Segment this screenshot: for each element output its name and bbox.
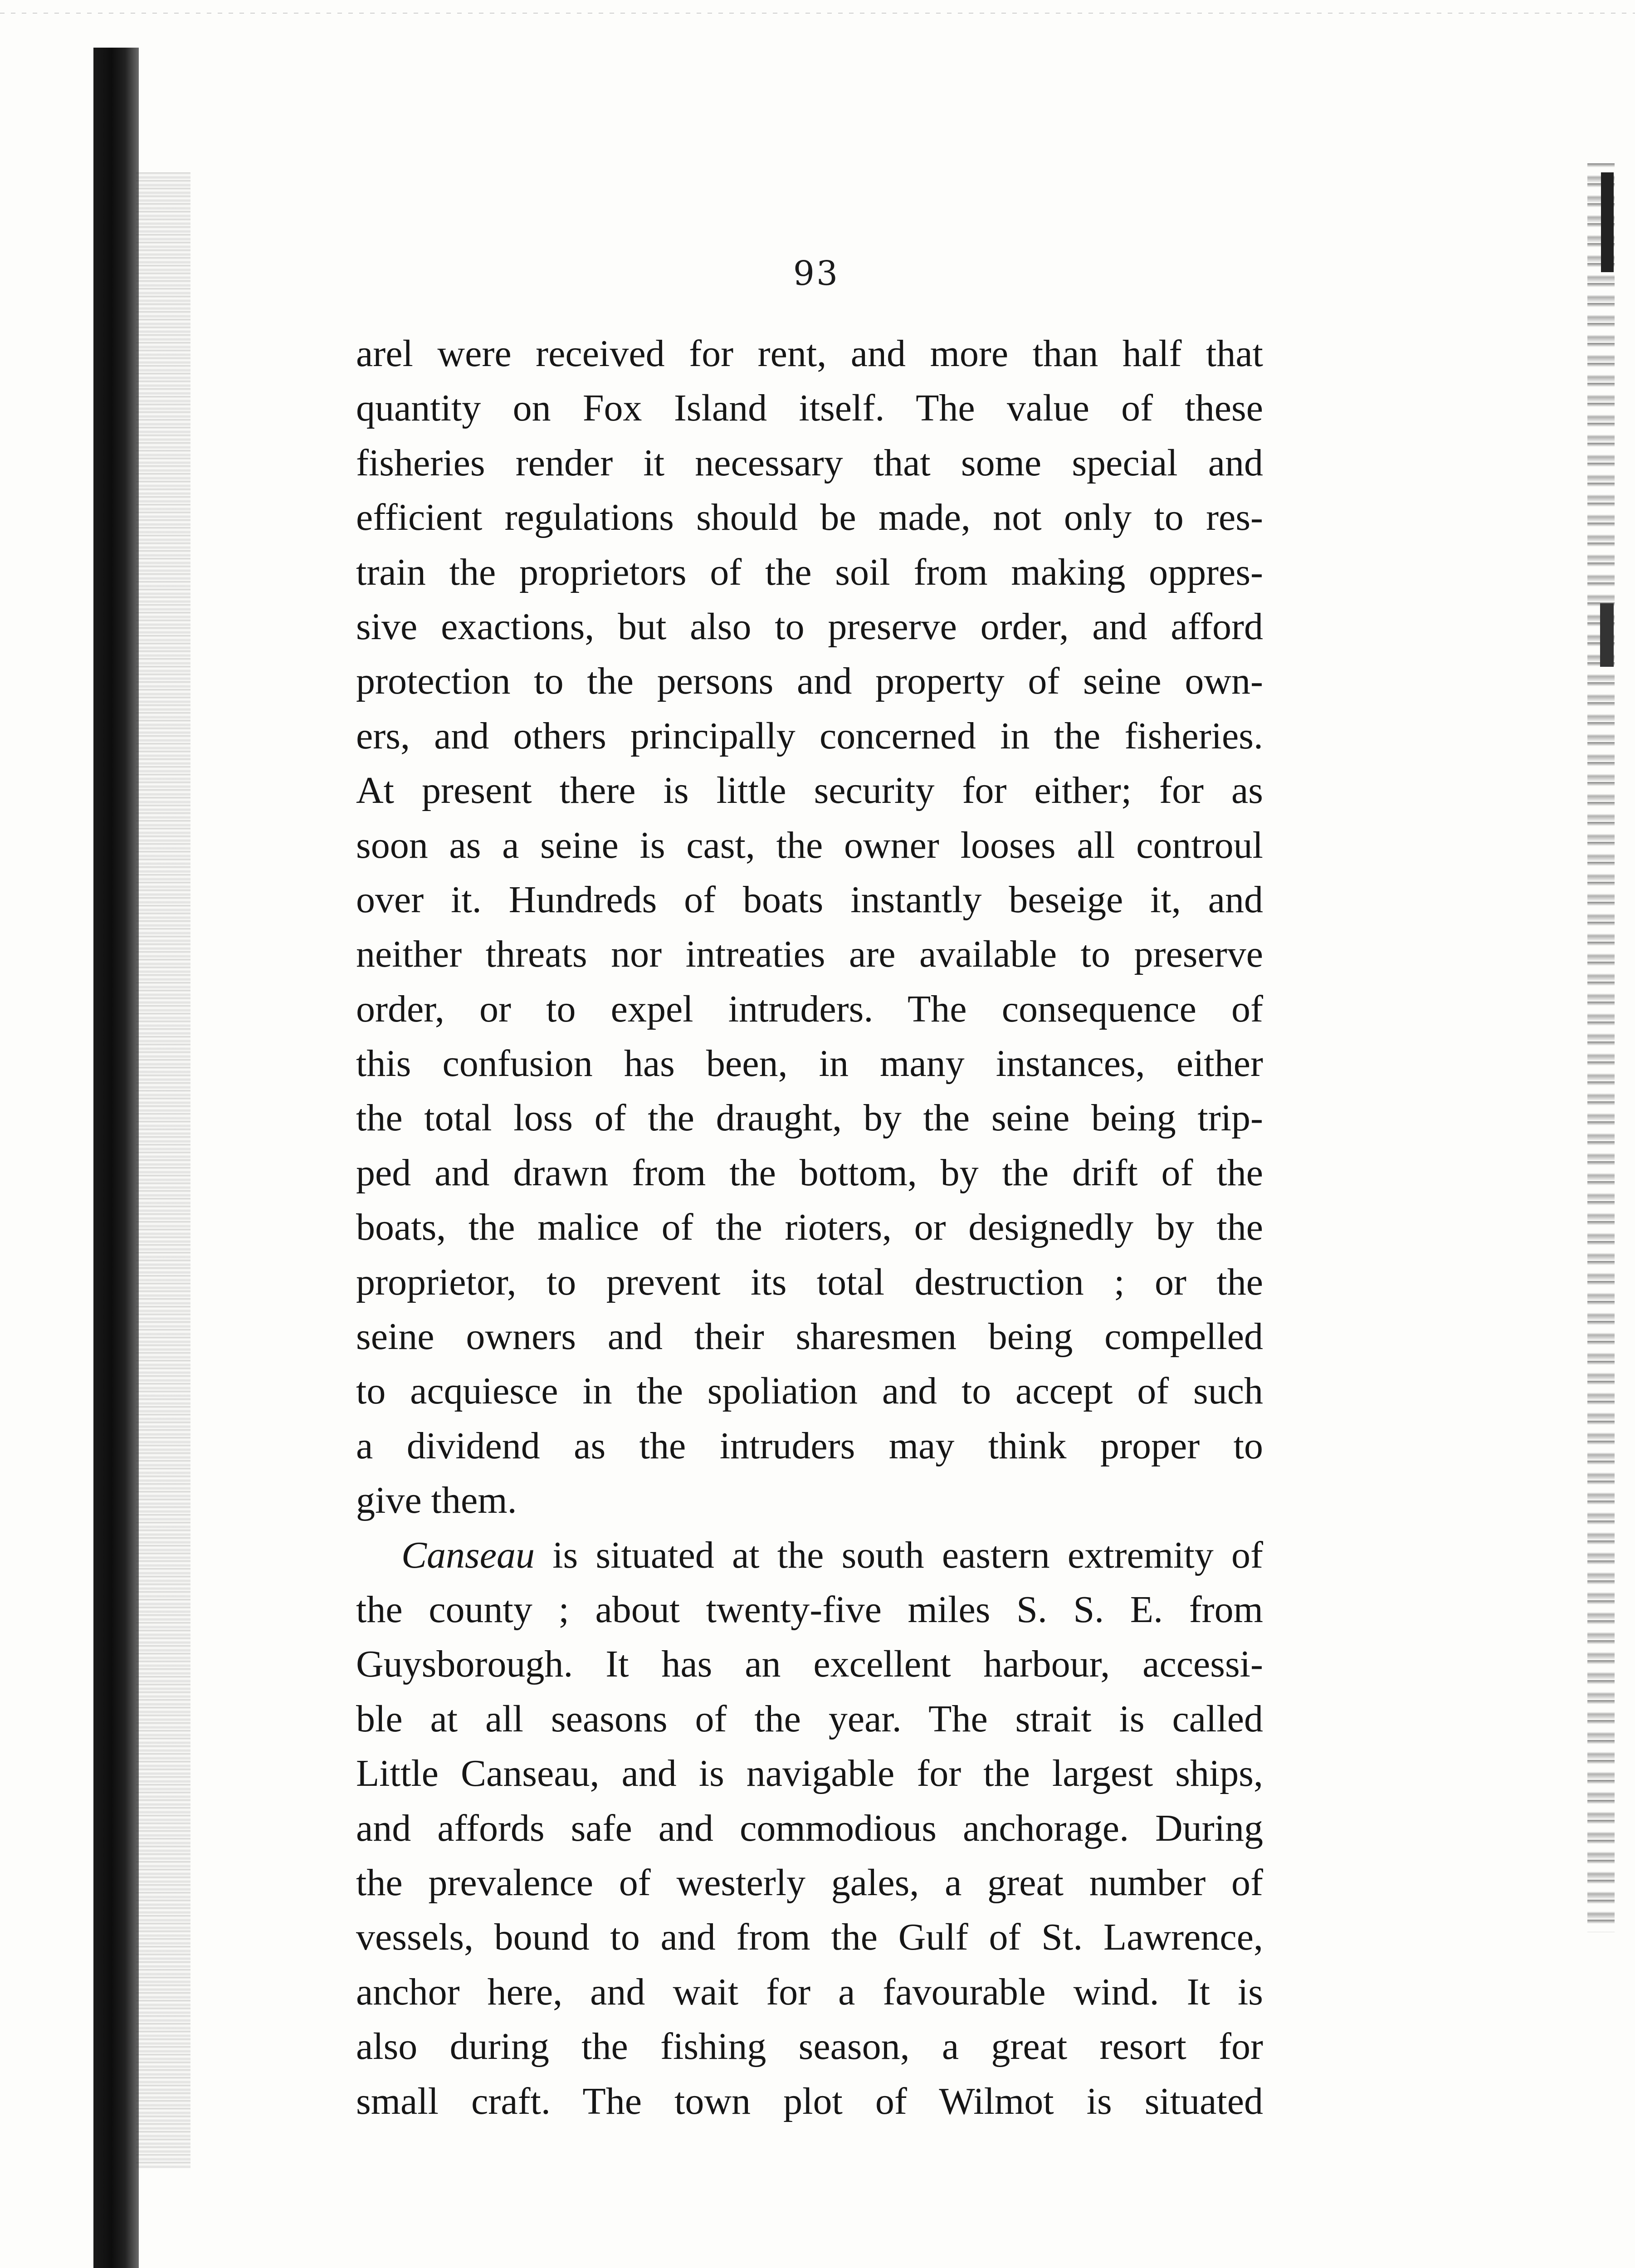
text-line: Guysborough. It has an excellent harbour, accessi- [356, 1643, 1263, 1686]
text-line: proprietor, to prevent its total destruction ; or the [356, 1261, 1263, 1303]
text-line: a dividend as the intruders may think proper to [356, 1424, 1263, 1467]
text-line: over it. Hundreds of boats instantly beseige it, and [356, 878, 1263, 921]
text-line: fisheries render it necessary that some special and [356, 441, 1263, 484]
text-line: ers, and others principally concerned in the fisheries. [356, 714, 1263, 757]
text-line: efficient regulations should be made, not only to res- [356, 496, 1263, 539]
right-edge-speckle [1587, 163, 1615, 1932]
right-edge-mark [1600, 603, 1614, 667]
binding-speckle [136, 172, 190, 2168]
text-line: the county ; about twenty-five miles S. S. E. from [356, 1588, 1263, 1631]
text-line: train the proprietors of the soil from making oppres- [356, 551, 1263, 593]
place-name-canseau: Canseau [401, 1534, 535, 1576]
text-line: give them. [356, 1479, 517, 1522]
text-line: to acquiesce in the spoliation and to accept of such [356, 1370, 1263, 1413]
text-line: seine owners and their sharesmen being compelled [356, 1315, 1263, 1358]
text-line: neither threats nor intreaties are available to preserve [356, 933, 1263, 976]
text-line: and affords safe and commodious anchorage. During [356, 1807, 1263, 1849]
text-line-rest: is situated at the south eastern extremity of [535, 1534, 1263, 1576]
text-line: ped and drawn from the bottom, by the drift of the [356, 1151, 1263, 1194]
text-line: the total loss of the draught, by the seine being trip- [356, 1097, 1263, 1139]
text-line: ble at all seasons of the year. The strait is called [356, 1697, 1263, 1740]
text-line: small craft. The town plot of Wilmot is situated [356, 2080, 1263, 2122]
text-line: boats, the malice of the rioters, or designedly by the [356, 1206, 1263, 1249]
text-line: vessels, bound to and from the Gulf of St. Lawrence, [356, 1916, 1263, 1959]
text-line: soon as a seine is cast, the owner looses all controul [356, 824, 1263, 866]
text-line: sive exactions, but also to preserve order, and afford [356, 605, 1263, 648]
top-scan-edge [0, 13, 1635, 14]
text-line: also during the fishing season, a great resort for [356, 2025, 1263, 2068]
text-line: protection to the persons and property of seine own- [356, 660, 1263, 703]
text-line: At present there is little security for either; for as [356, 769, 1263, 812]
text-line: the prevalence of westerly gales, a great number of [356, 1861, 1263, 1904]
text-line: order, or to expel intruders. The consequence of [356, 987, 1263, 1030]
text-line: this confusion has been, in many instances, either [356, 1042, 1263, 1085]
text-line: Little Canseau, and is navigable for the largest ships, [356, 1752, 1263, 1795]
right-edge-mark [1601, 172, 1614, 272]
book-binding-shadow [93, 48, 139, 2268]
paragraph-opening-line [356, 1528, 1263, 1583]
body-text [356, 327, 1263, 2129]
text-line: anchor here, and wait for a favourable wind. It is [356, 1970, 1263, 2013]
text-line: arel were received for rent, and more than half that [356, 332, 1263, 375]
page-number: 93 [793, 254, 840, 293]
text-line: quantity on Fox Island itself. The value of these [356, 387, 1263, 430]
